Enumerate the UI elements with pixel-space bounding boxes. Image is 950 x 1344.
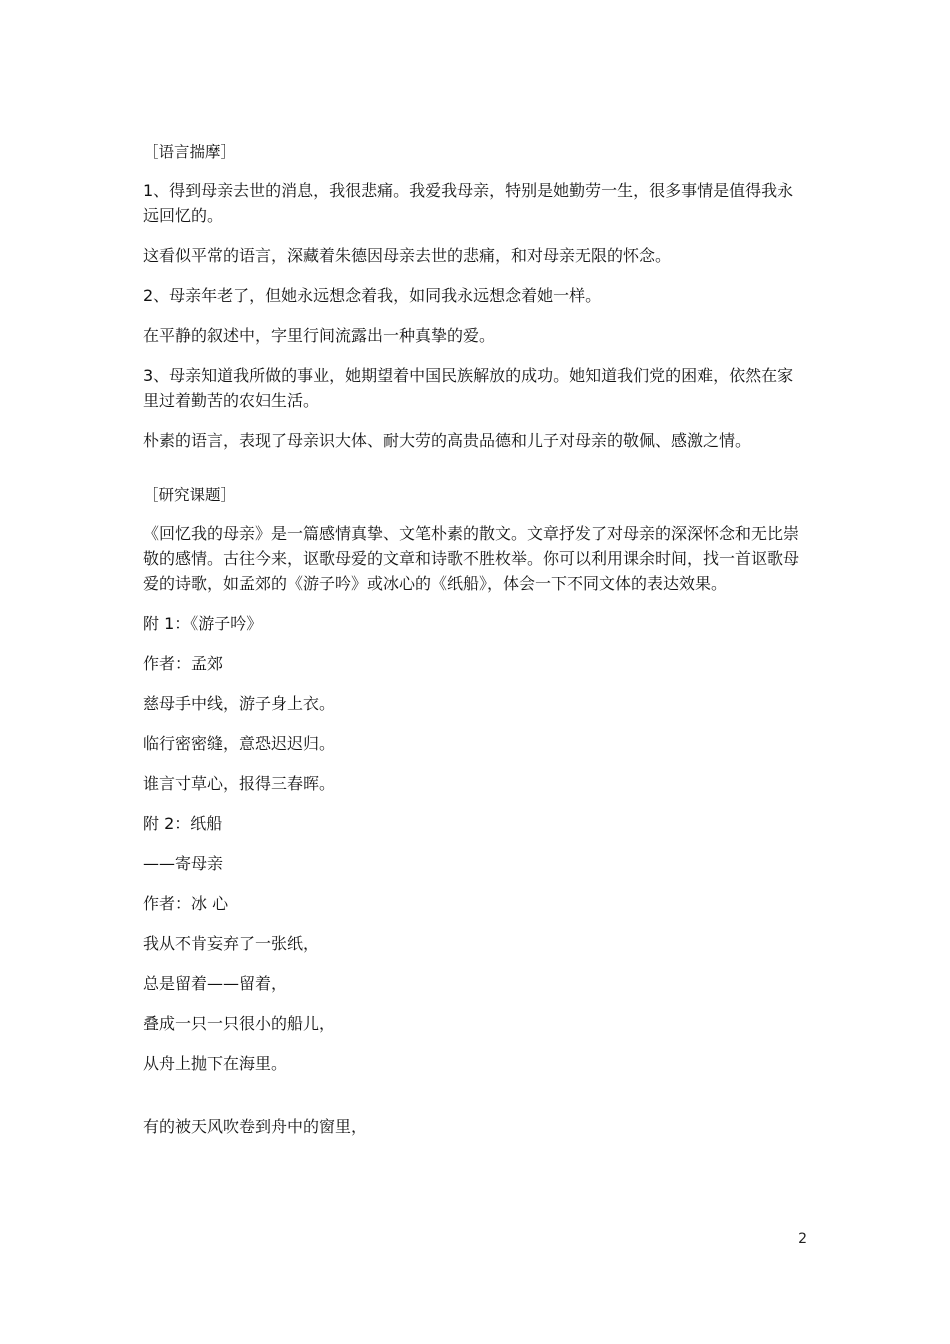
paragraph: 朴素的语言，表现了母亲识大体、耐大劳的高贵品德和儿子对母亲的敬佩、感激之情。 [143,431,752,450]
poem-line: 从舟上抛下在海里。 [143,1054,288,1073]
paragraph: 2、母亲年老了，但她永远想念着我，如同我永远想念着她一样。 [143,286,602,305]
poem-line: 我从不肯妄弃了一张纸， [143,934,320,953]
appendix2-author: 作者：冰 心 [143,894,229,913]
poem-line: 临行密密缝，意恐迟迟归。 [143,734,336,753]
section-heading-language: ［语言揣摩］ [143,143,237,161]
poem-line: 总是留着——留着， [143,974,288,993]
appendix1-title: 附 1：《游子吟》 [143,614,263,633]
paragraph: 在平静的叙述中，字里行间流露出一种真挚的爱。 [143,326,496,345]
paragraph: 3、母亲知道我所做的事业，她期望着中国民族解放的成功。她知道我们党的困难，依然在家里过着勤苦的农妇生活。 [143,366,794,410]
poem-line: 慈母手中线，游子身上衣。 [143,694,336,713]
poem-line: 有的被天风吹卷到舟中的窗里， [143,1117,368,1136]
appendix2-title: 附 2：纸船 [143,814,223,833]
poem-line: 谁言寸草心，报得三春晖。 [143,774,336,793]
page-number: 2 [798,1231,807,1247]
document-body [143,140,808,1154]
section-heading-research: ［研究课题］ [143,486,237,504]
appendix1-author: 作者：孟郊 [143,654,224,673]
poem-line: 叠成一只一只很小的船儿， [143,1014,336,1033]
paragraph: 这看似平常的语言，深藏着朱德因母亲去世的悲痛，和对母亲无限的怀念。 [143,246,672,265]
research-intro: 《回忆我的母亲》是一篇感情真挚、文笔朴素的散文。文章抒发了对母亲的深深怀念和无比崇敬的感情。古往今来，讴歌母爱的文章和诗歌不胜枚举。你可以利用课余时间，找一首讴歌母爱的诗歌，如孟郊的《游子吟》或冰心的《纸船》，体会一下不同文体的表达效果。 [143,524,800,593]
paragraph: 1、得到母亲去世的消息，我很悲痛。我爱我母亲，特别是她勤劳一生，很多事情是值得我永远回忆的。 [143,181,794,225]
appendix2-subtitle: ——寄母亲 [143,854,224,873]
